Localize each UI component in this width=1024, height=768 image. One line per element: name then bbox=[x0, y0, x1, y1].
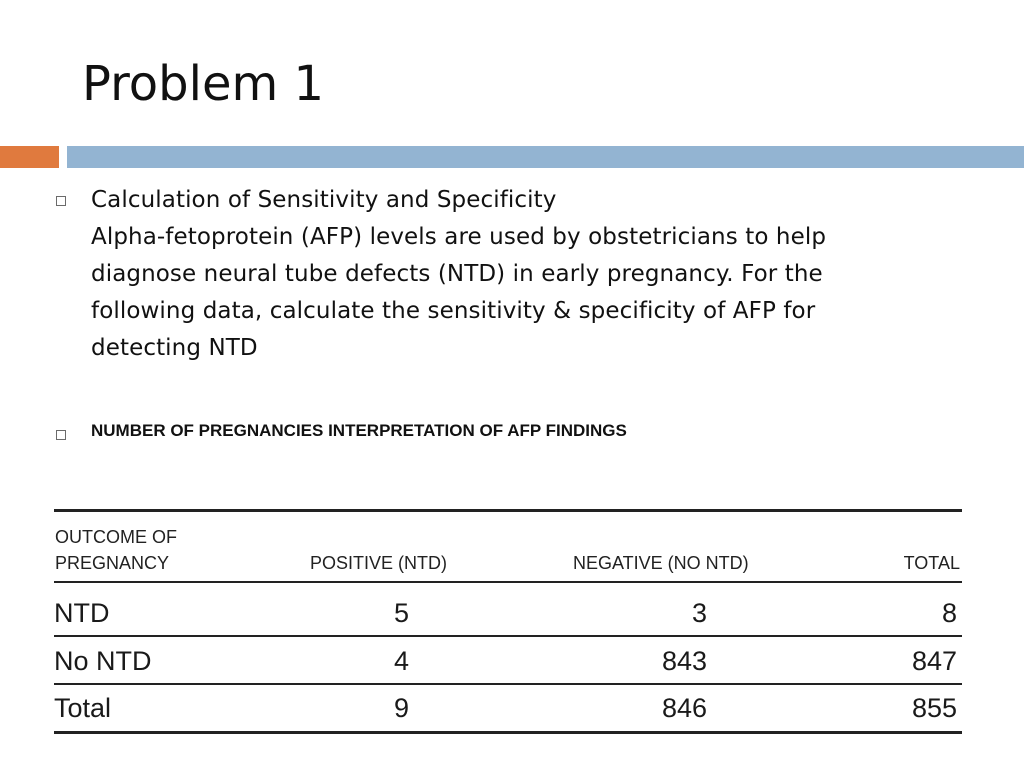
cell-positive: 4 bbox=[393, 646, 409, 676]
table-row-rule bbox=[54, 683, 962, 685]
accent-bar-orange bbox=[0, 146, 59, 168]
row-label: NTD bbox=[54, 598, 110, 628]
bullet-heading: Calculation of Sensitivity and Specificity bbox=[91, 187, 557, 213]
bullet-text-line: following data, calculate the sensitivity & specificity of AFP for bbox=[91, 298, 816, 324]
table-row-rule bbox=[54, 635, 962, 637]
bullet-text-line: detecting NTD bbox=[91, 335, 258, 361]
cell-negative: 846 bbox=[661, 693, 707, 723]
accent-bar-blue bbox=[67, 146, 1024, 168]
header-negative: NEGATIVE (NO NTD) bbox=[573, 553, 749, 573]
cell-negative: 3 bbox=[691, 598, 707, 628]
bullet-paragraph bbox=[91, 182, 971, 367]
header-outcome-line2: PREGNANCY bbox=[55, 553, 170, 573]
row-label: Total bbox=[54, 693, 112, 723]
afp-data-table bbox=[54, 505, 962, 737]
table-bottom-rule bbox=[54, 731, 962, 734]
table-caption: NUMBER OF PREGNANCIES INTERPRETATION OF AFP FINDINGS bbox=[91, 421, 627, 440]
header-positive: POSITIVE (NTD) bbox=[310, 553, 448, 573]
slide-title: Problem 1 bbox=[82, 56, 325, 112]
bullet-text-line: Alpha-fetoprotein (AFP) levels are used by obstetricians to help bbox=[91, 224, 827, 250]
cell-negative: 843 bbox=[661, 646, 707, 676]
bullet-square-icon bbox=[56, 430, 66, 440]
bullet-text-line: diagnose neural tube defects (NTD) in early pregnancy. For the bbox=[91, 261, 823, 287]
cell-total: 8 bbox=[941, 598, 957, 628]
cell-positive: 5 bbox=[393, 598, 409, 628]
cell-total: 855 bbox=[911, 693, 957, 723]
header-outcome-line1: OUTCOME OF bbox=[55, 527, 177, 547]
cell-total: 847 bbox=[911, 646, 957, 676]
cell-positive: 9 bbox=[393, 693, 409, 723]
table-top-rule bbox=[54, 509, 962, 512]
bullet-square-icon bbox=[56, 196, 66, 206]
row-label: No NTD bbox=[54, 646, 152, 676]
header-total: TOTAL bbox=[903, 553, 960, 573]
table-header-rule bbox=[54, 581, 962, 583]
